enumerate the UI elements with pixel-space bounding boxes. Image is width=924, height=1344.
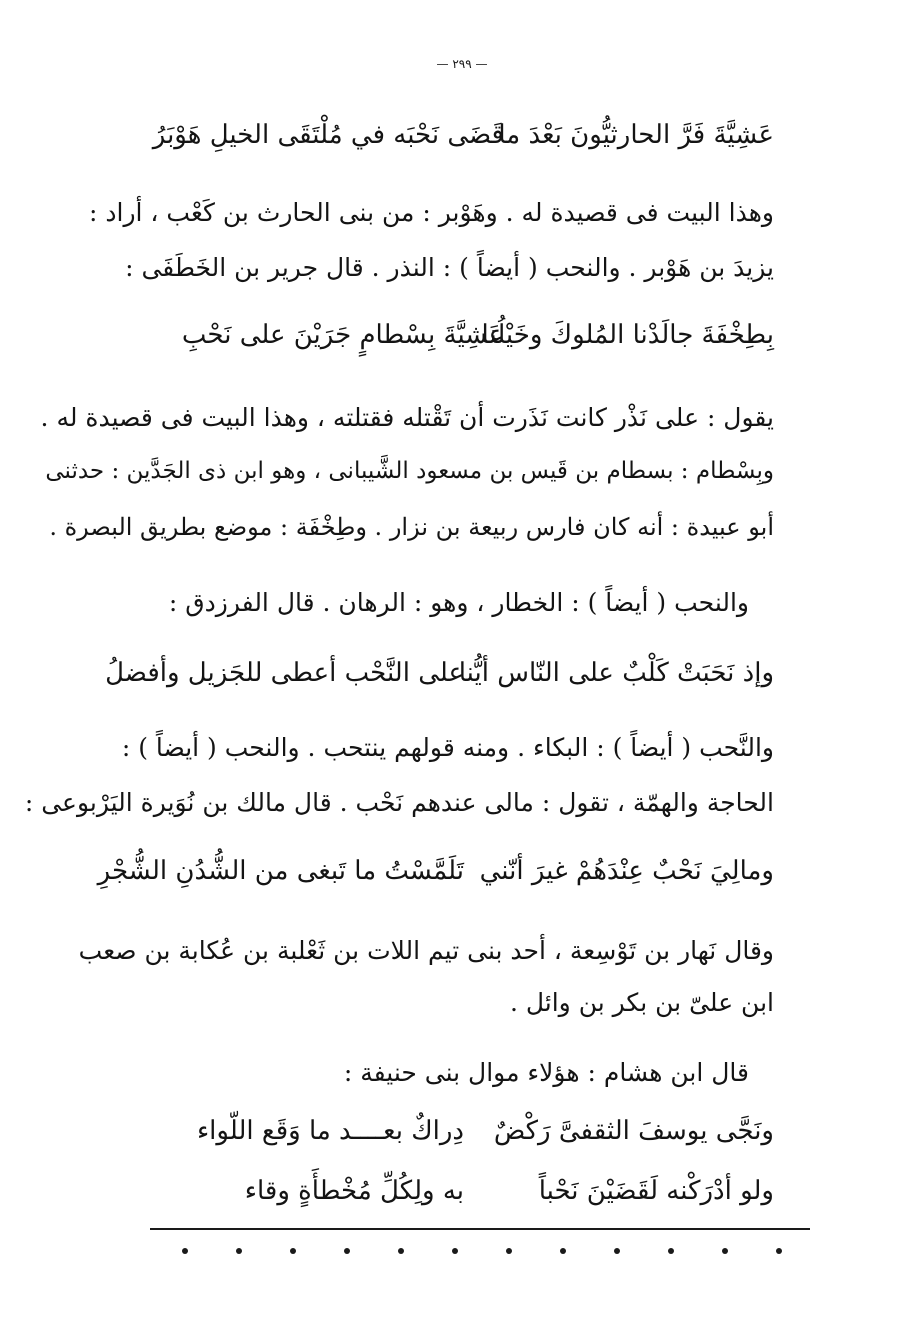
verse-line-1-hemistich-2: قَضَى نَحْبَه في مُلْتَقَى الخيلِ هَوْبَرُ xyxy=(152,120,504,150)
prose-line-5: أبو عبيدة : أنه كان فارس ربيعة بن نزار . وطِخْفَة : موضع بطريق البصرة . xyxy=(49,513,774,541)
verse-line-2-hemistich-1: بِطِخْفَةَ جالَدْنا المُلوكَ وخَيْلُنا xyxy=(481,320,774,350)
page-number: — ٢٩٩ — xyxy=(436,57,488,71)
dot xyxy=(398,1248,404,1254)
prose-line-3: يقول : على نَذْر كانت نَذَرت أن تَقْتله فقتلته ، وهذا البيت فى قصيدة له . xyxy=(40,403,774,432)
prose-line-2: يزيدَ بن هَوْبر . والنحب ( أيضاً ) : النذر . قال جرير بن الخَطَفَى : xyxy=(125,253,774,282)
verse-line-3-hemistich-1: وإذ نَحَبَتْ كَلْبٌ على النّاس أيُّنا xyxy=(458,658,774,688)
prose-line-9: وقال نَهار بن تَوْسِعة ، أحد بنى تيم اللات بن ثَعْلبة بن عُكابة بن صعب xyxy=(78,936,774,965)
footnote-dots xyxy=(182,1248,782,1254)
dot xyxy=(506,1248,512,1254)
dot xyxy=(614,1248,620,1254)
prose-line-8: الحاجة والهمّة ، تقول : مالى عندهم نَحْب . قال مالك بن نُوَيرة اليَرْبوعى : xyxy=(24,788,774,817)
prose-line-6: والنحب ( أيضاً ) : الخطار ، وهو : الرهان . قال الفرزدق : xyxy=(168,588,749,617)
prose-line-10: ابن علىّ بن بكر بن وائل . xyxy=(509,988,774,1017)
verse-line-6-hemistich-1: ولو أدْرَكْنه لَقَضَيْنَ نَحْباً xyxy=(538,1176,774,1206)
dot xyxy=(452,1248,458,1254)
prose-line-1: وهذا البيت فى قصيدة له . وهَوْبر : من بنى الحارث بن كَعْب ، أراد : xyxy=(89,198,774,227)
verse-line-6-hemistich-2: به ولِكُلِّ مُخْطأَةٍ وقاء xyxy=(244,1176,464,1206)
prose-line-11: قال ابن هشام : هؤلاء موال بنى حنيفة : xyxy=(343,1058,749,1087)
dot xyxy=(560,1248,566,1254)
prose-line-4: وبِسْطام : بسطام بن قَيس بن مسعود الشَّيبانى ، وهو ابن ذى الجَدَّين : حدثنى xyxy=(45,458,774,484)
verse-line-2-hemistich-2: عَشِيَّةَ بِسْطامٍ جَرَيْنَ على نَحْبِ xyxy=(181,320,504,350)
verse-line-1-hemistich-1: عَشِيَّةَ فَرَّ الحارثيُّونَ بَعْدَ ما xyxy=(498,120,774,150)
footnote-rule xyxy=(150,1228,810,1230)
verse-line-4-hemistich-2: تَلَمَّسْتُ ما تَبغى من الشُّدُنِ الشُّجْرِ xyxy=(97,856,464,886)
dot xyxy=(236,1248,242,1254)
dot xyxy=(776,1248,782,1254)
dot xyxy=(344,1248,350,1254)
verse-line-4-hemistich-1: ومالِيَ نَحْبٌ عِنْدَهُمْ غيرَ أنّني xyxy=(479,856,774,886)
verse-line-3-hemistich-2: على النَّحْب أعطى للجَزيل وأفضلُ xyxy=(105,658,464,688)
dot xyxy=(290,1248,296,1254)
dot xyxy=(722,1248,728,1254)
dot xyxy=(182,1248,188,1254)
dot xyxy=(668,1248,674,1254)
verse-line-5-hemistich-2: دِراكٌ بعــــد ما وَقَع اللّواء xyxy=(196,1116,464,1146)
prose-line-7: والنَّحب ( أيضاً ) : البكاء . ومنه قولهم ينتحب . والنحب ( أيضاً ) : xyxy=(121,733,774,762)
verse-line-5-hemistich-1: ونَجَّى يوسفَ الثقفىَّ رَكْضٌ xyxy=(493,1116,774,1146)
